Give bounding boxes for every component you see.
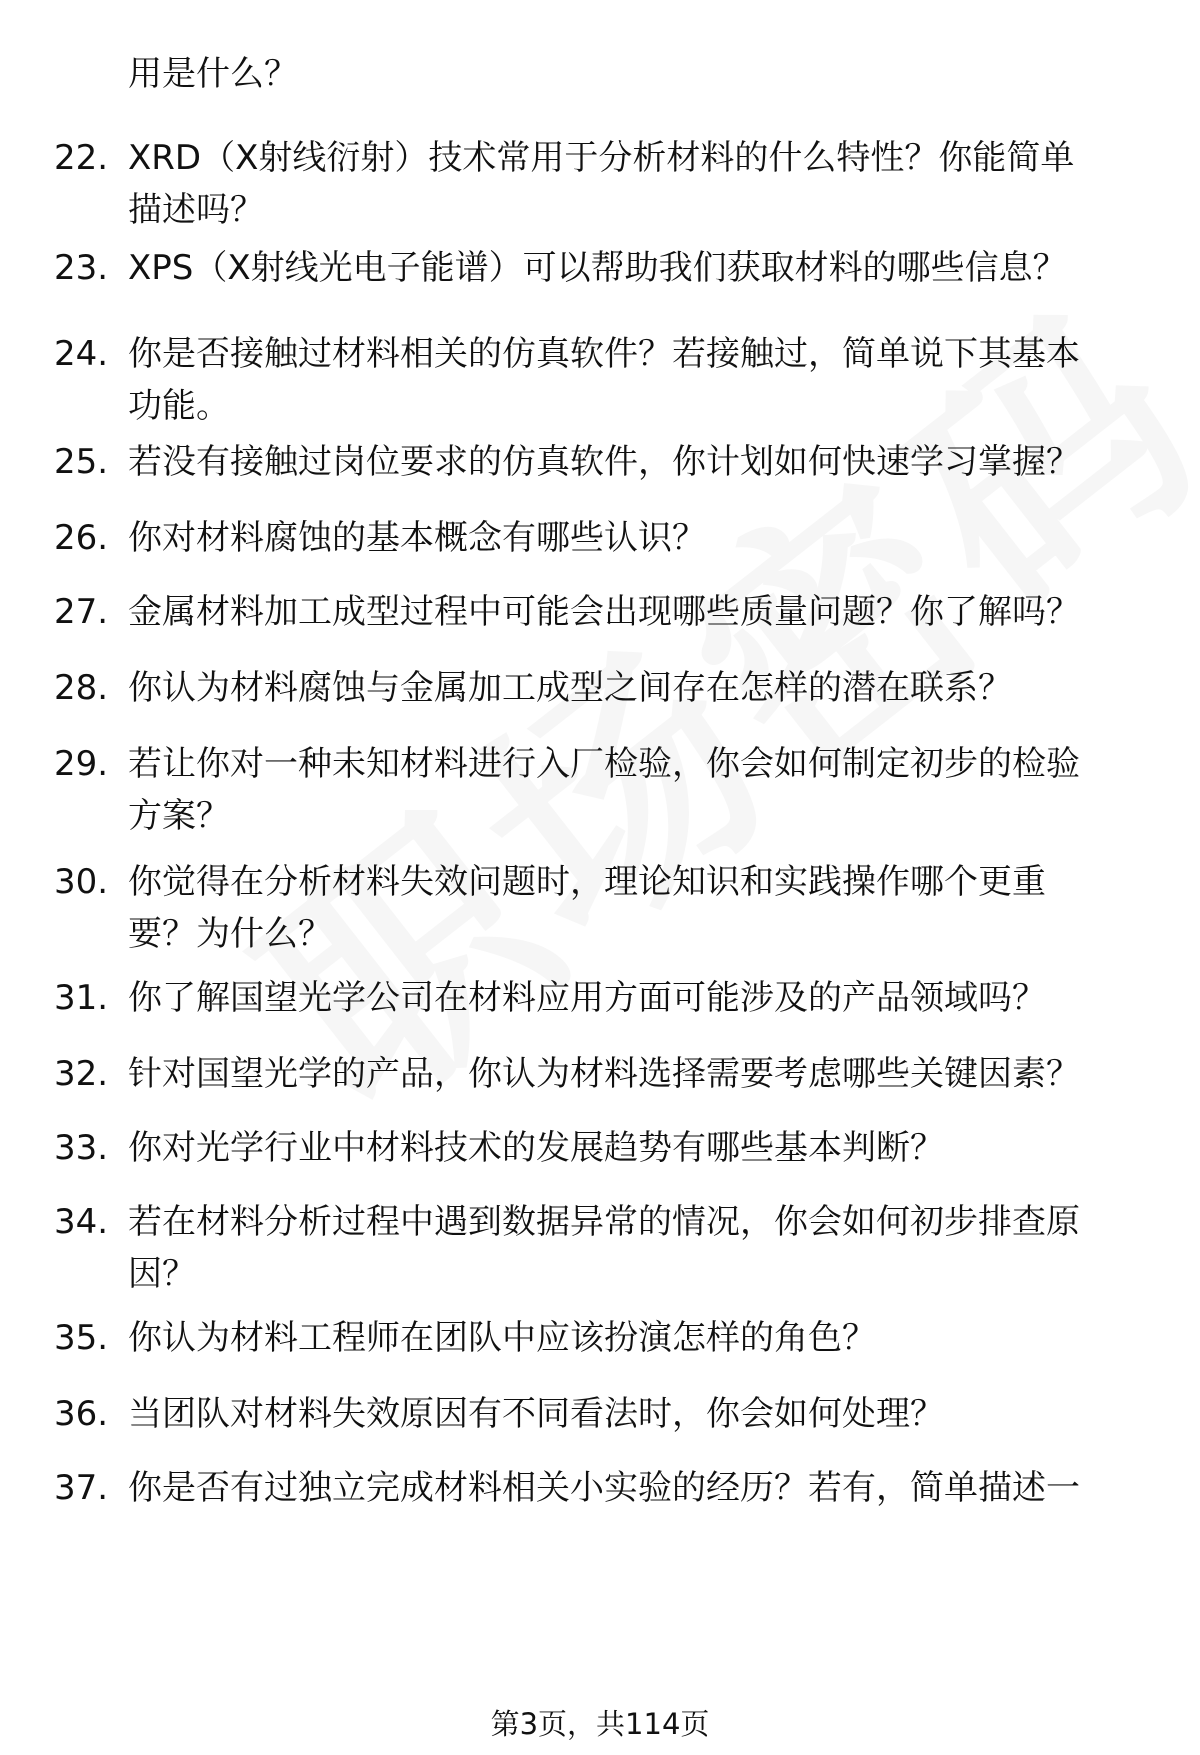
question-number: 28. (54, 668, 109, 708)
question-text: 要？为什么？ (128, 914, 332, 954)
question-text: 当团队对材料失效原因有不同看法时，你会如何处理？ (128, 1394, 944, 1434)
question-number: 31. (54, 978, 109, 1018)
question-item (0, 740, 1200, 788)
question-item (0, 1314, 1200, 1362)
question-text: 方案？ (128, 796, 230, 836)
question-text: 描述吗？ (128, 190, 264, 230)
question-text: 你是否接触过材料相关的仿真软件？若接触过，简单说下其基本 (128, 334, 1080, 374)
question-item (0, 514, 1200, 562)
question-number: 37. (54, 1468, 109, 1508)
question-item (0, 1124, 1200, 1172)
question-text: 功能。 (128, 386, 230, 426)
question-item (0, 974, 1200, 1022)
question-item (0, 858, 1200, 906)
question-continuation (0, 186, 1200, 234)
question-number: 35. (54, 1318, 109, 1358)
question-text: 因？ (128, 1254, 196, 1294)
question-text: 若在材料分析过程中遇到数据异常的情况，你会如何初步排查原 (128, 1202, 1080, 1242)
question-continuation (0, 792, 1200, 840)
question-text: XRD（X射线衍射）技术常用于分析材料的什么特性？你能简单 (128, 138, 1075, 178)
question-number: 25. (54, 442, 109, 482)
question-number: 27. (54, 592, 109, 632)
question-number: 30. (54, 862, 109, 902)
question-text: 金属材料加工成型过程中可能会出现哪些质量问题？你了解吗？ (128, 592, 1080, 632)
question-item (0, 244, 1200, 292)
question-item (0, 1050, 1200, 1098)
question-number: 36. (54, 1394, 109, 1434)
question-text: 若没有接触过岗位要求的仿真软件，你计划如何快速学习掌握？ (128, 442, 1080, 482)
question-text: 若让你对一种未知材料进行入厂检验，你会如何制定初步的检验 (128, 744, 1080, 784)
question-item (0, 1464, 1200, 1512)
question-text: 针对国望光学的产品，你认为材料选择需要考虑哪些关键因素？ (128, 1054, 1080, 1094)
question-continuation (0, 382, 1200, 430)
question-item (0, 664, 1200, 712)
question-text: 用是什么？ (128, 54, 298, 94)
question-number: 22. (54, 138, 109, 178)
question-text: 你认为材料腐蚀与金属加工成型之间存在怎样的潜在联系？ (128, 668, 1012, 708)
question-continuation (0, 50, 1200, 98)
question-item (0, 588, 1200, 636)
question-number: 29. (54, 744, 109, 784)
question-text: XPS（X射线光电子能谱）可以帮助我们获取材料的哪些信息？ (128, 248, 1067, 288)
question-item (0, 330, 1200, 378)
question-text: 你对光学行业中材料技术的发展趋势有哪些基本判断？ (128, 1128, 944, 1168)
question-item (0, 438, 1200, 486)
question-text: 你是否有过独立完成材料相关小实验的经历？若有，简单描述一 (128, 1468, 1080, 1508)
question-continuation (0, 910, 1200, 958)
question-continuation (0, 1250, 1200, 1298)
question-number: 34. (54, 1202, 109, 1242)
page-footer: 第3页，共114页 (490, 1707, 710, 1741)
question-number: 24. (54, 334, 109, 374)
question-text: 你了解国望光学公司在材料应用方面可能涉及的产品领域吗？ (128, 978, 1046, 1018)
question-text: 你觉得在分析材料失效问题时，理论知识和实践操作哪个更重 (128, 862, 1046, 902)
question-number: 33. (54, 1128, 109, 1168)
question-text: 你对材料腐蚀的基本概念有哪些认识？ (128, 518, 706, 558)
question-text: 你认为材料工程师在团队中应该扮演怎样的角色？ (128, 1318, 876, 1358)
question-item (0, 1198, 1200, 1246)
question-number: 23. (54, 248, 109, 288)
question-item (0, 134, 1200, 182)
question-item (0, 1390, 1200, 1438)
question-number: 32. (54, 1054, 109, 1094)
question-number: 26. (54, 518, 109, 558)
